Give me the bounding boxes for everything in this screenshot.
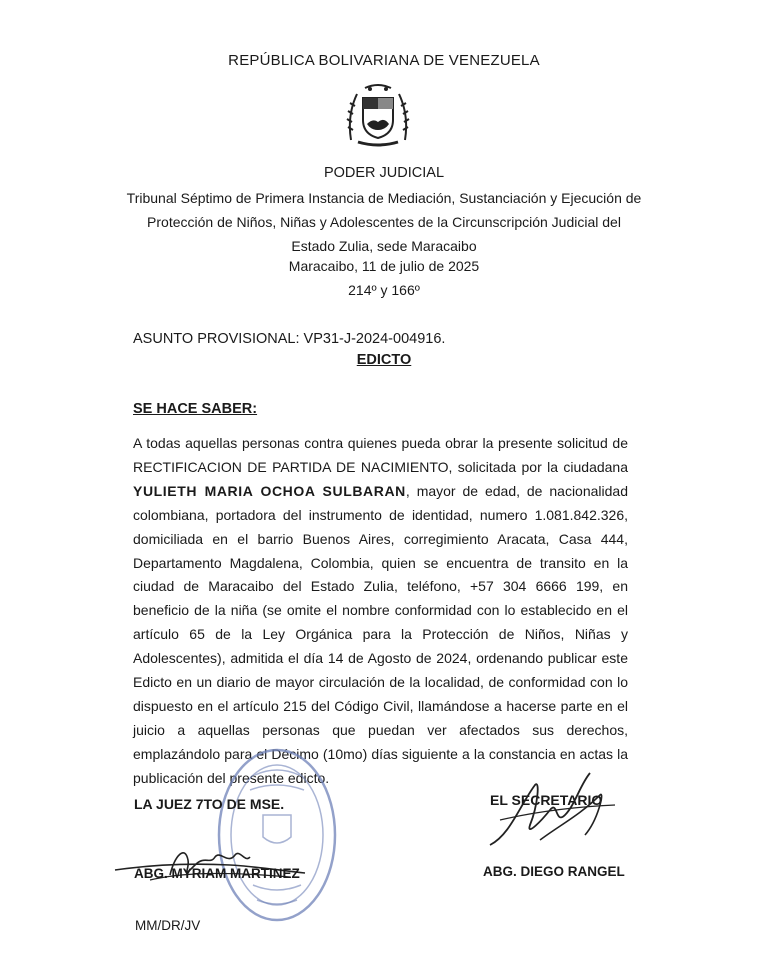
judge-title: LA JUEZ 7TO DE MSE. (134, 796, 285, 812)
tribunal-line-1: Tribunal Séptimo de Primera Instancia de Mediación, Sustanciación y Ejecución de (126, 190, 642, 206)
case-number: ASUNTO PROVISIONAL: VP31-J-2024-004916. (133, 331, 446, 347)
edict-body (133, 432, 628, 791)
secretary-name: ABG. DIEGO RANGEL (483, 864, 625, 879)
secretary-signature (480, 765, 620, 865)
document-initials: MM/DR/JV (135, 918, 201, 933)
tribunal-line-2: Protección de Niños, Niñas y Adolescentes de la Circunscripción Judicial del (147, 214, 621, 230)
country-heading: REPÚBLICA BOLIVARIANA DE VENEZUELA (228, 52, 540, 69)
coat-of-arms-seal (343, 80, 413, 150)
document-date: Maracaibo, 11 de julio de 2025 (288, 258, 480, 274)
independence-years: 214º y 166º (348, 282, 420, 298)
judicial-branch-label: PODER JUDICIAL (323, 165, 445, 181)
document-title: EDICTO (356, 352, 412, 368)
secretary-title: EL SECRETARIO (490, 792, 603, 808)
notice-heading: SE HACE SABER: (133, 401, 258, 417)
judge-name: ABG. MYRIAM MARTINEZ (134, 866, 300, 881)
judge-signature (110, 835, 310, 895)
body-details: , mayor de edad, de nacionalidad colombiana, portadora del instrumento de identidad, numero 1.081.842.326, domiciliada en el barrio Buenos Aires, corregimiento Aracata, Casa 444, Departamento Magdalena, Colombia, quien se encuentra de transito en la ciudad de Maracaibo del Estado Zulia, teléfono, +57 304 6666 199, en beneficio de la niña (se omite el nombre conformidad con lo establecido en el artículo 65 de la Ley Orgánica para la Protección de Niños, Niñas y Adolescentes), admitida el día 14 de Agosto de 2024, ordenando publicar este Edicto en un diario de mayor circulación de la localidad, de conformidad con lo dispuesto en el artículo 215 del Código Civil, llamándose a hacerse parte en el juicio a aquellas personas que puedan ver afectados sus derechos, emplazándolo para el Décimo (10mo) días siguiente a la constancia en actas la publicación del presente edicto. (133, 482, 628, 786)
tribunal-line-3: Estado Zulia, sede Maracaibo (291, 238, 477, 254)
tribunal-name (0, 186, 768, 258)
applicant-name: YULIETH MARIA OCHOA SULBARAN (133, 482, 406, 499)
body-intro: A todas aquellas personas contra quienes pueda obrar la presente solicitud de RECTIFICACION DE PARTIDA DE NACIMIENTO, solicitada por la ciudadana (133, 435, 628, 475)
